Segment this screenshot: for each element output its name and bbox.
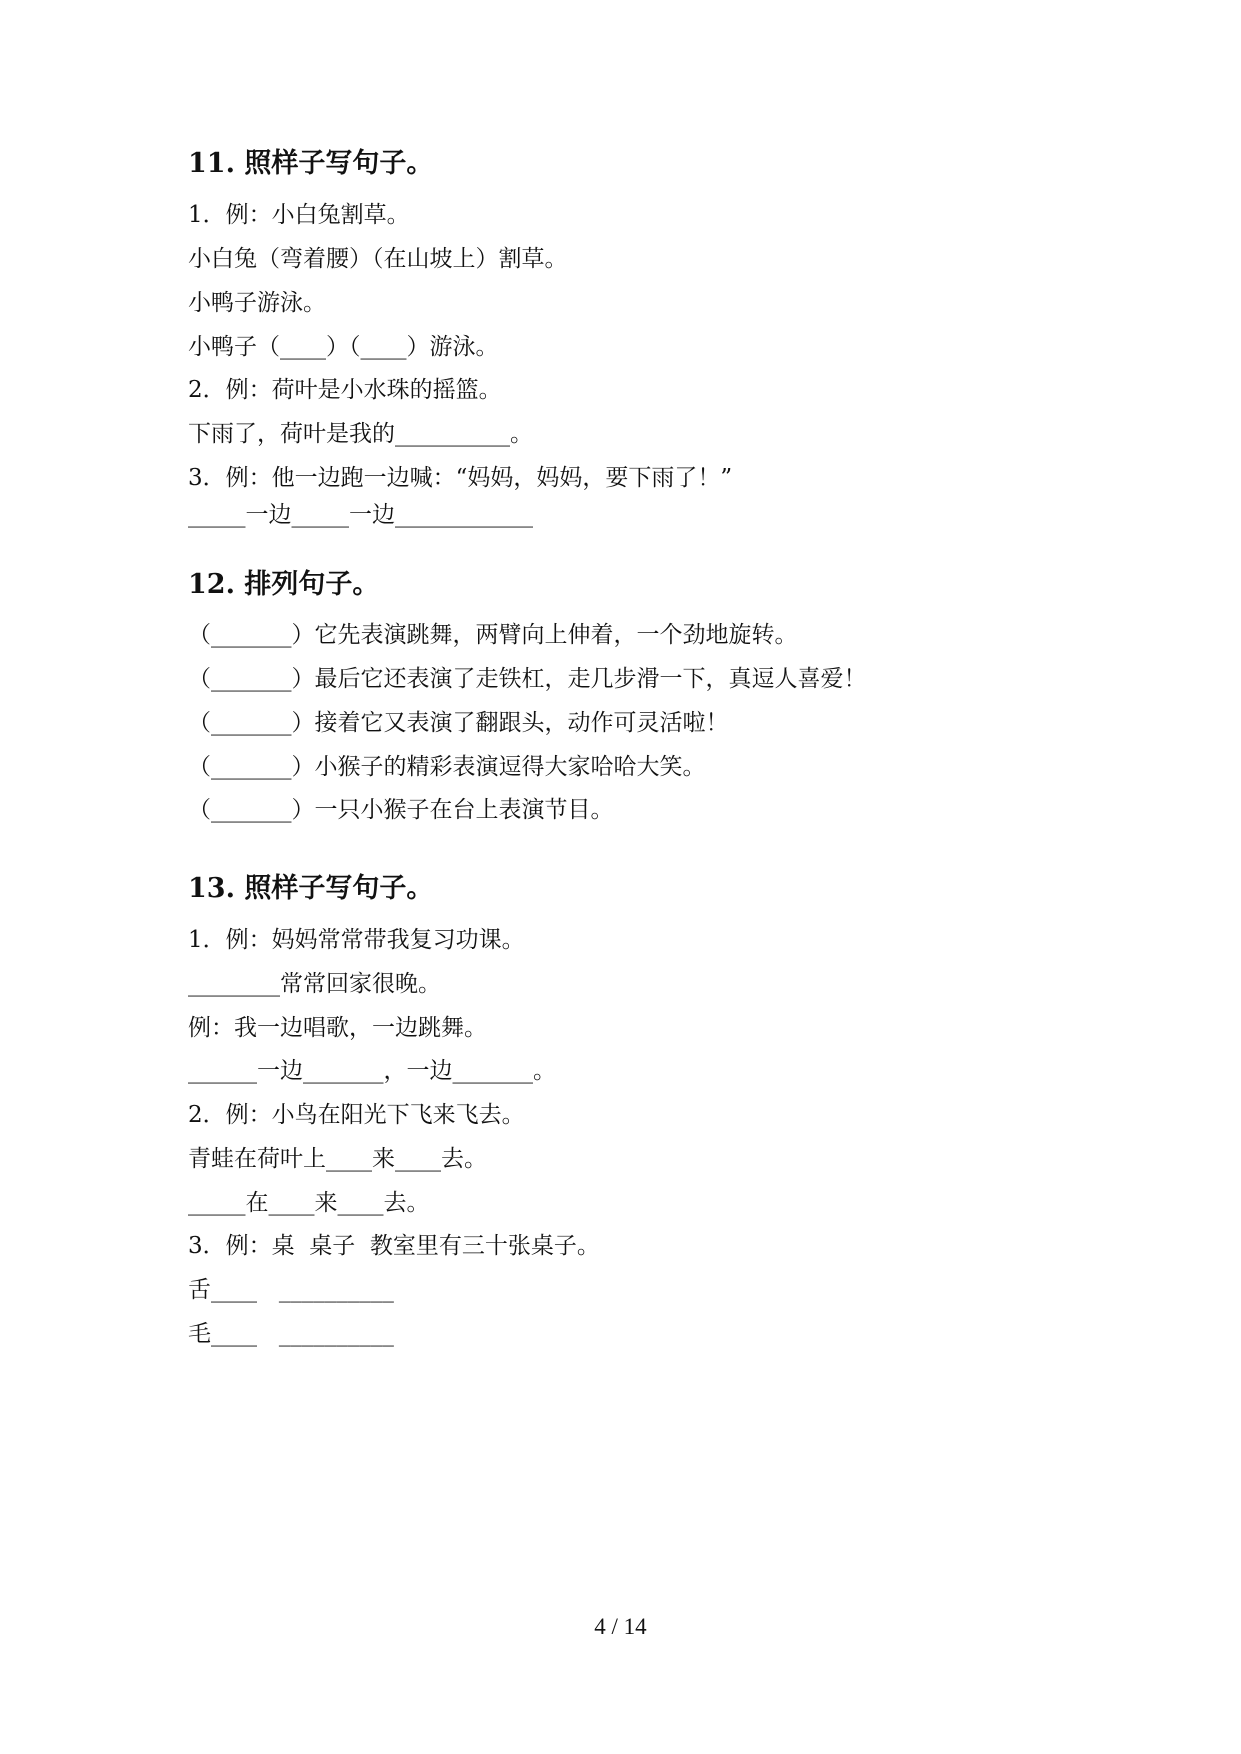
section-13-line-4: ______一边_______，一边_______。	[188, 1058, 556, 1084]
section-13-line-2: ________常常回家很晚。	[188, 971, 441, 997]
section-13-line-10: 毛____ __________	[188, 1321, 394, 1347]
section-13-line-9: 舌____ __________	[188, 1277, 394, 1303]
section-12-line-1: （_______）它先表演跳舞，两臂向上伸着，一个劲地旋转。	[188, 622, 798, 648]
section-11-title: 11. 照样子写句子。	[188, 148, 434, 179]
section-13-line-1: 1．例：妈妈常常带我复习功课。	[188, 927, 525, 953]
section-11-line-7: 3．例：他一边跑一边喊：“妈妈，妈妈，要下雨了！”	[188, 465, 733, 491]
section-11-line-3: 小鸭子游泳。	[188, 290, 326, 316]
section-11-line-6: 下雨了，荷叶是我的__________。	[188, 421, 533, 447]
page-number: 4 / 14	[594, 1614, 647, 1639]
section-12-line-5: （_______）一只小猴子在台上表演节目。	[188, 797, 614, 823]
section-12-line-2: （_______）最后它还表演了走铁杠，走几步滑一下，真逗人喜爱！	[188, 666, 867, 692]
section-11-line-5: 2．例：荷叶是小水珠的摇篮。	[188, 377, 502, 403]
section-13-line-7: _____在____来____去。	[188, 1190, 430, 1216]
section-12-line-4: （_______）小猴子的精彩表演逗得大家哈哈大笑。	[188, 754, 706, 780]
section-13-line-5: 2．例：小鸟在阳光下飞来飞去。	[188, 1102, 525, 1128]
section-11-line-4: 小鸭子（____）（____）游泳。	[188, 334, 499, 360]
section-12-title: 12. 排列句子。	[188, 569, 380, 600]
section-13-title: 13. 照样子写句子。	[188, 873, 434, 904]
section-11-line-8: _____一边_____一边____________	[188, 502, 533, 528]
section-13-line-8: 3．例：桌 桌子 教室里有三十张桌子。	[188, 1233, 600, 1259]
section-11-line-1: 1．例：小白兔割草。	[188, 202, 410, 228]
section-12-line-3: （_______）接着它又表演了翻跟头，动作可灵活啦！	[188, 710, 729, 736]
section-11-line-2: 小白兔（弯着腰）（在山坡上）割草。	[188, 246, 568, 272]
section-13-line-6: 青蛙在荷叶上____来____去。	[188, 1146, 487, 1172]
section-13-line-3: 例：我一边唱歌，一边跳舞。	[188, 1015, 487, 1041]
